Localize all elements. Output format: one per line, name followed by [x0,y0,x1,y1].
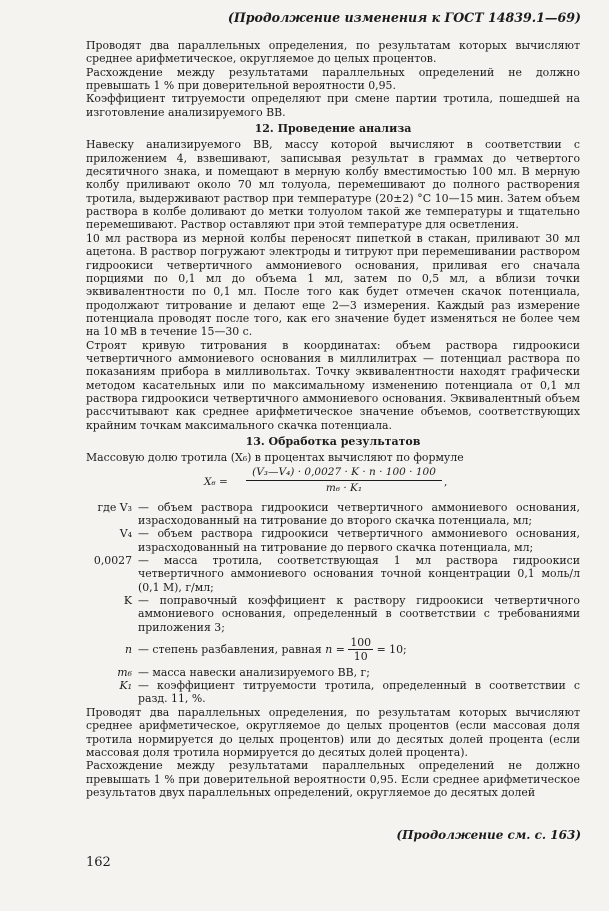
paragraph: Проводят два параллельных определения, по результатам которых вычисляют среднее арифметическое, округляемое до целых процентов. [86,39,580,66]
definition-item [86,666,580,679]
n-fraction: $\frac{100}{10}$ [350,636,372,664]
formula-denominator: m₆ · K₁ [325,482,363,494]
formula-tail: , [444,475,448,488]
definition-text: — поправочный коэффициент к раствору гидроокиси четвертичного аммониевого основания, определенный в соответствии с требованиями приложения 3; [138,594,580,634]
definition-term: K [123,594,132,608]
formula-lhs: X₆ = [204,475,228,488]
definition-text: — масса тротила, соответствующая 1 мл раствора гидроокиси четвертичного аммониевого основания точной концентрации 0,1 моль/л (0,1 М), г/мл; [138,554,580,594]
paragraph: Строят кривую титрования в координатах: объем раствора гидроокиси четвертичного аммониевого основания в миллилитрах — потенциал раствора по показаниям прибора в милливольтах. Точку эквивалентности находят графически методом касательных или по максимальному изменению потенциала от 0,1 мл раствора гидроокиси четвертичного аммониевого основания. Эквивалентный объем рассчитывают как среднее арифметическое значение объемов, соответствующих крайним точкам максимального скачка потенциала. [86,338,580,432]
definition-term: 0,0027 [93,554,132,568]
continuation-footer: (Продолжение см. с. 163) [396,828,581,842]
formula [86,466,580,500]
paragraph: Коэффициент титруемости определяют при смене партии тротила, пошедшей на изготовление анализируемого ВВ. [86,92,580,119]
continuation-header: (Продолжение изменения к ГОСТ 14839.1—69) [227,10,581,25]
section-heading: 13. Обработка результатов [245,434,421,448]
section-heading: 12. Проведение анализа [254,122,412,136]
definition-term: V₄ [119,527,132,541]
paragraph: Массовую долю тротила (X₆) в процентах вычисляют по формуле [86,451,464,465]
definition-term: m₆ [117,665,132,679]
definition-text: — степень разбавления, равная n = $\frac{100}{10}$ = 10; [138,636,407,664]
where-label: где V₃ [97,500,132,514]
definition-term: n [124,643,132,657]
definition-item [86,527,580,554]
definition-text: — объем раствора гидроокиси четвертичного аммониевого основания, израсходованный на титрование до второго скачка потенциала, мл; [138,500,580,527]
page-number: 162 [86,855,111,870]
definition-item [86,594,580,634]
definition-item [86,554,580,594]
paragraph: Навеску анализируемого ВВ, массу которой вычисляют в соответствии с приложением 4, взвешивают, записывая результат в граммах до четвертого десятичного знака, и помещают в мерную колбу вместимостью 100 мл. В мерную колбу приливают около 70 мл толуола, перемешивают до полного растворения тротила, выдерживают раствор при температуре (20±2) °C 10—15 мин. Затем объем раствора в колбе доливают до метки толуолом такой же температуры и тщательно перемешивают. Раствор оставляют при этой температуре для осветления. [86,138,580,232]
paragraph: Проводят два параллельных определения, по результатам которых вычисляют среднее арифметическое, округляемое до целых процентов (если массовая доля тротила нормируется до целых процентов) или до десятых долей процента (если массовая доля тротила нормируется до десятых долей процента). [86,705,580,759]
page-content [86,39,580,799]
definition-term: K₁ [119,679,132,693]
definition-item [86,679,580,706]
definition-item [86,501,580,528]
paragraph: Расхождение между результатами параллельных определений не должно превышать 1 % при доверительной вероятности 0,95. Если среднее арифметическое результатов двух параллельных определений, округляемое до десятых долей [86,759,580,799]
definition-text: — масса навески анализируемого ВВ, г; [138,665,370,679]
definition-text: — объем раствора гидроокиси четвертичного аммониевого основания, израсходованный на титрование до первого скачка потенциала, мл; [138,527,580,554]
definition-item-n [86,636,580,664]
definitions-list [86,501,580,706]
formula-fraction [246,466,442,496]
paragraph: 10 мл раствора из мерной колбы переносят пипеткой в стакан, приливают 30 мл ацетона. В раствор погружают электроды и титруют при перемешивании раствором гидроокиси четвертичного аммониевого основания, приливая его сначала порциями по 0,1 мл до объема 1 мл, затем по 0,5 мл, а вблизи точки эквивалентности по 0,1 мл. После того как будет отмечен скачок потенциала, продолжают титрование и делают еще 2—3 измерения. Каждый раз измерение потенциала проводят после того, как его значение будет изменяться не более чем на 10 мВ в течение 15—30 с. [86,231,580,339]
paragraph: Расхождение между результатами параллельных определений не должно превышать 1 % при доверительной вероятности 0,95. [86,65,580,93]
definition-text: — коэффициент титруемости тротила, определенный в соответствии с разд. 11, %. [138,679,580,706]
formula-numerator: (V₃—V₄) · 0,0027 · K · n · 100 · 100 [246,466,442,481]
